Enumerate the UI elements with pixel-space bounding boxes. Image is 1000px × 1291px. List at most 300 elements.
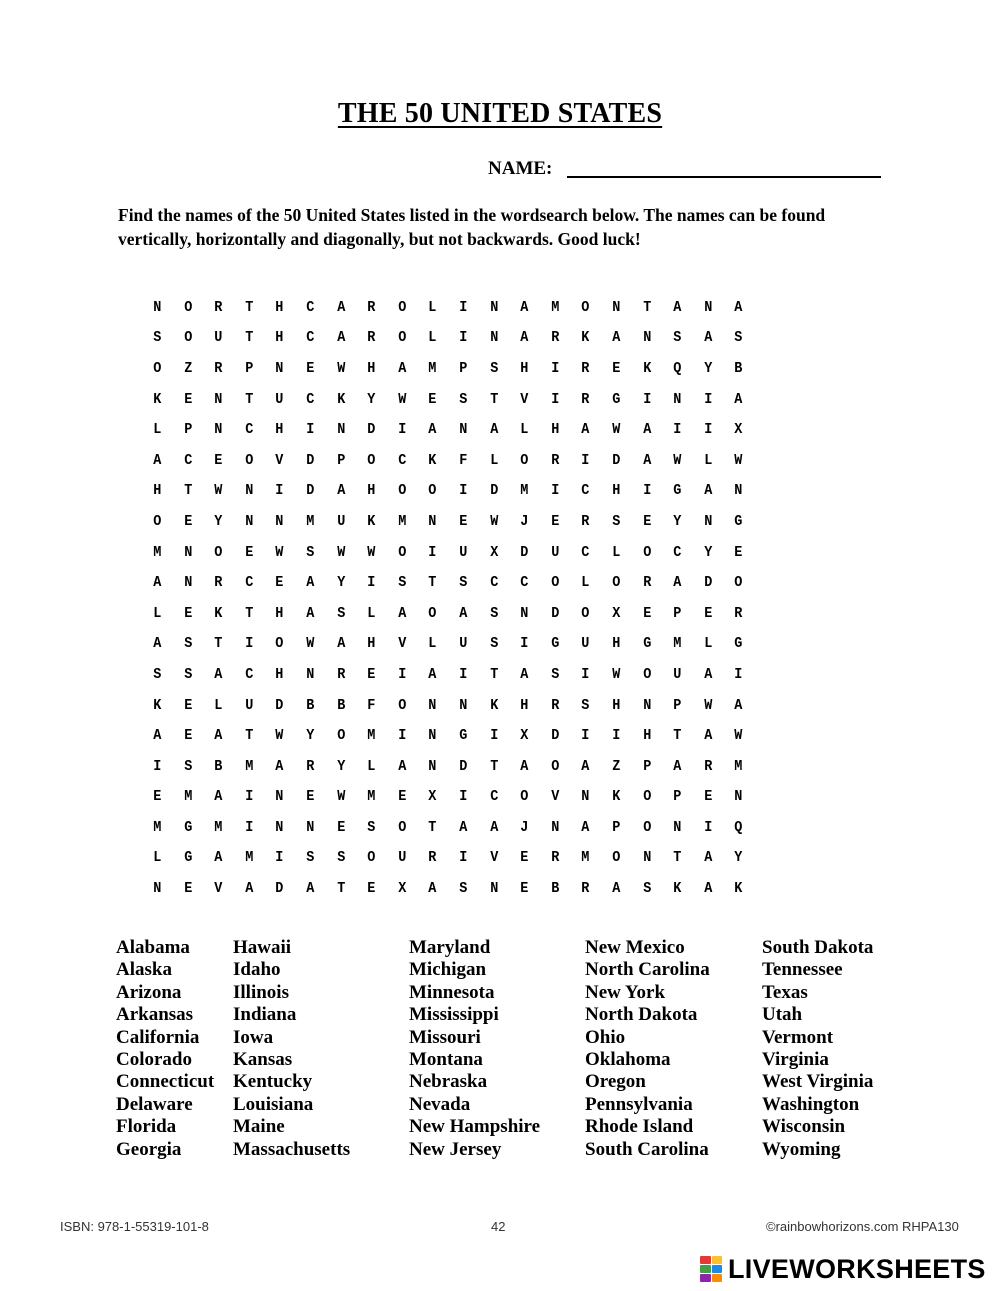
grid-letter[interactable]: P (183, 421, 192, 439)
grid-letter[interactable]: A (734, 696, 743, 714)
grid-letter[interactable]: A (489, 818, 498, 836)
grid-letter[interactable]: H (275, 421, 284, 439)
grid-letter[interactable]: A (703, 880, 713, 898)
grid-letter[interactable]: K (428, 451, 437, 469)
grid-letter[interactable]: L (153, 849, 162, 867)
grid-letter[interactable]: H (520, 696, 529, 714)
grid-letter[interactable]: N (673, 818, 682, 836)
grid-letter[interactable]: O (153, 359, 162, 377)
grid-letter[interactable]: H (153, 482, 162, 500)
grid-letter[interactable]: E (642, 604, 651, 622)
grid-letter[interactable]: R (550, 849, 560, 867)
grid-letter[interactable]: I (703, 421, 713, 439)
grid-letter[interactable]: L (703, 451, 713, 469)
grid-letter[interactable]: S (397, 574, 407, 592)
grid-letter[interactable]: L (520, 421, 529, 439)
grid-letter[interactable]: I (581, 727, 590, 745)
grid-letter[interactable]: A (153, 635, 162, 653)
grid-letter[interactable]: D (459, 757, 468, 775)
grid-letter[interactable]: I (397, 727, 407, 745)
grid-letter[interactable]: O (612, 574, 621, 592)
grid-letter[interactable]: A (581, 818, 590, 836)
grid-letter[interactable]: K (153, 696, 162, 714)
grid-letter[interactable]: O (214, 543, 223, 561)
grid-letter[interactable]: G (734, 635, 743, 653)
grid-letter[interactable]: K (367, 512, 376, 530)
grid-letter[interactable]: T (336, 880, 345, 898)
grid-letter[interactable]: C (245, 421, 254, 439)
grid-letter[interactable]: I (275, 849, 284, 867)
grid-letter[interactable]: I (245, 788, 254, 806)
grid-letter[interactable]: N (428, 696, 437, 714)
grid-letter[interactable]: V (397, 635, 407, 653)
grid-letter[interactable]: P (459, 359, 468, 377)
grid-letter[interactable]: P (612, 818, 621, 836)
grid-letter[interactable]: H (275, 298, 284, 316)
grid-letter[interactable]: H (642, 727, 651, 745)
grid-letter[interactable]: A (734, 390, 743, 408)
grid-letter[interactable]: O (581, 604, 590, 622)
grid-letter[interactable]: R (214, 359, 223, 377)
grid-letter[interactable]: A (520, 757, 529, 775)
grid-letter[interactable]: I (550, 359, 560, 377)
grid-letter[interactable]: U (336, 512, 345, 530)
grid-letter[interactable]: N (734, 788, 743, 806)
grid-letter[interactable]: R (734, 604, 743, 622)
grid-letter[interactable]: S (459, 880, 468, 898)
grid-letter[interactable]: I (459, 788, 468, 806)
grid-letter[interactable]: D (306, 482, 315, 500)
grid-letter[interactable]: E (306, 359, 315, 377)
grid-letter[interactable]: T (673, 727, 682, 745)
grid-letter[interactable]: N (275, 512, 284, 530)
grid-letter[interactable]: T (489, 390, 498, 408)
grid-letter[interactable]: R (550, 451, 560, 469)
grid-letter[interactable]: U (214, 329, 223, 347)
grid-letter[interactable]: I (734, 665, 743, 683)
grid-letter[interactable]: W (367, 543, 376, 561)
grid-letter[interactable]: N (581, 788, 590, 806)
grid-letter[interactable]: X (734, 421, 743, 439)
grid-letter[interactable]: H (367, 482, 376, 500)
grid-letter[interactable]: K (581, 329, 590, 347)
grid-letter[interactable]: I (459, 849, 468, 867)
grid-letter[interactable]: O (397, 818, 407, 836)
grid-letter[interactable]: M (520, 482, 529, 500)
grid-letter[interactable]: A (520, 329, 529, 347)
grid-letter[interactable]: O (642, 818, 651, 836)
grid-letter[interactable]: N (275, 788, 284, 806)
grid-letter[interactable]: C (489, 788, 498, 806)
grid-letter[interactable]: A (397, 604, 407, 622)
grid-letter[interactable]: Y (336, 574, 345, 592)
grid-letter[interactable]: I (459, 298, 468, 316)
grid-letter[interactable]: I (550, 482, 560, 500)
grid-letter[interactable]: D (520, 543, 529, 561)
grid-letter[interactable]: P (673, 696, 682, 714)
grid-letter[interactable]: G (642, 635, 651, 653)
grid-letter[interactable]: T (428, 574, 437, 592)
grid-letter[interactable]: A (306, 574, 315, 592)
grid-letter[interactable]: M (306, 512, 315, 530)
grid-letter[interactable]: M (581, 849, 590, 867)
grid-letter[interactable]: O (612, 849, 621, 867)
grid-letter[interactable]: A (734, 298, 743, 316)
grid-letter[interactable]: B (550, 880, 560, 898)
grid-letter[interactable]: R (214, 574, 223, 592)
grid-letter[interactable]: E (183, 512, 192, 530)
grid-letter[interactable]: N (214, 421, 223, 439)
grid-letter[interactable]: U (459, 543, 468, 561)
grid-letter[interactable]: W (306, 635, 315, 653)
grid-letter[interactable]: A (153, 574, 162, 592)
grid-letter[interactable]: M (397, 512, 407, 530)
grid-letter[interactable]: C (306, 298, 315, 316)
grid-letter[interactable]: E (734, 543, 743, 561)
grid-letter[interactable]: I (581, 665, 590, 683)
grid-letter[interactable]: I (550, 390, 560, 408)
grid-letter[interactable]: E (275, 574, 284, 592)
grid-letter[interactable]: T (245, 390, 254, 408)
grid-letter[interactable]: H (612, 696, 621, 714)
grid-letter[interactable]: K (734, 880, 743, 898)
grid-letter[interactable]: Q (673, 359, 682, 377)
grid-letter[interactable]: Y (703, 543, 713, 561)
grid-letter[interactable]: B (306, 696, 315, 714)
grid-letter[interactable]: S (153, 329, 162, 347)
grid-letter[interactable]: G (183, 849, 192, 867)
grid-letter[interactable]: W (734, 451, 743, 469)
grid-letter[interactable]: O (397, 298, 407, 316)
grid-letter[interactable]: A (673, 298, 682, 316)
grid-letter[interactable]: A (336, 329, 345, 347)
grid-letter[interactable]: D (703, 574, 713, 592)
grid-letter[interactable]: C (489, 574, 498, 592)
grid-letter[interactable]: S (183, 635, 192, 653)
grid-letter[interactable]: H (275, 604, 284, 622)
grid-letter[interactable]: W (397, 390, 407, 408)
grid-letter[interactable]: N (703, 512, 713, 530)
grid-letter[interactable]: W (336, 788, 345, 806)
grid-letter[interactable]: S (734, 329, 743, 347)
grid-letter[interactable]: M (673, 635, 682, 653)
grid-letter[interactable]: W (703, 696, 713, 714)
grid-letter[interactable]: A (642, 451, 651, 469)
grid-letter[interactable]: Y (336, 757, 345, 775)
grid-letter[interactable]: D (550, 727, 560, 745)
grid-letter[interactable]: U (397, 849, 407, 867)
grid-letter[interactable]: I (612, 727, 621, 745)
grid-letter[interactable]: P (245, 359, 254, 377)
grid-letter[interactable]: O (642, 543, 651, 561)
grid-letter[interactable]: R (550, 696, 560, 714)
grid-letter[interactable]: S (306, 543, 315, 561)
grid-letter[interactable]: K (214, 604, 223, 622)
grid-letter[interactable]: M (214, 818, 223, 836)
grid-letter[interactable]: L (153, 604, 162, 622)
grid-letter[interactable]: Y (214, 512, 223, 530)
grid-letter[interactable]: S (612, 512, 621, 530)
grid-letter[interactable]: N (183, 574, 192, 592)
grid-letter[interactable]: W (275, 727, 284, 745)
grid-letter[interactable]: E (520, 880, 529, 898)
grid-letter[interactable]: B (336, 696, 345, 714)
grid-letter[interactable]: P (642, 757, 651, 775)
grid-letter[interactable]: X (397, 880, 407, 898)
grid-letter[interactable]: O (397, 482, 407, 500)
grid-letter[interactable]: N (306, 665, 315, 683)
grid-letter[interactable]: D (275, 880, 284, 898)
grid-letter[interactable]: M (245, 757, 254, 775)
grid-letter[interactable]: A (703, 665, 713, 683)
grid-letter[interactable]: A (703, 482, 713, 500)
grid-letter[interactable]: Z (183, 359, 192, 377)
grid-letter[interactable]: M (245, 849, 254, 867)
grid-letter[interactable]: O (550, 757, 560, 775)
grid-letter[interactable]: O (183, 329, 192, 347)
grid-letter[interactable]: S (183, 665, 192, 683)
grid-letter[interactable]: K (642, 359, 651, 377)
grid-letter[interactable]: I (642, 390, 651, 408)
grid-letter[interactable]: E (306, 788, 315, 806)
grid-letter[interactable]: O (245, 451, 254, 469)
grid-letter[interactable]: C (183, 451, 192, 469)
grid-letter[interactable]: N (642, 696, 651, 714)
grid-letter[interactable]: I (581, 451, 590, 469)
grid-letter[interactable]: E (703, 788, 713, 806)
grid-letter[interactable]: C (581, 543, 590, 561)
grid-letter[interactable]: I (428, 543, 437, 561)
grid-letter[interactable]: O (734, 574, 743, 592)
grid-letter[interactable]: C (245, 665, 254, 683)
grid-letter[interactable]: A (489, 421, 498, 439)
grid-letter[interactable]: R (336, 665, 345, 683)
grid-letter[interactable]: A (642, 421, 651, 439)
grid-letter[interactable]: Y (703, 359, 713, 377)
grid-letter[interactable]: A (153, 727, 162, 745)
grid-letter[interactable]: A (428, 880, 437, 898)
grid-letter[interactable]: E (459, 512, 468, 530)
grid-letter[interactable]: S (336, 604, 345, 622)
grid-letter[interactable]: H (612, 482, 621, 500)
grid-letter[interactable]: C (520, 574, 529, 592)
grid-letter[interactable]: H (550, 421, 560, 439)
grid-letter[interactable]: S (642, 880, 651, 898)
grid-letter[interactable]: S (336, 849, 345, 867)
grid-letter[interactable]: A (336, 298, 345, 316)
grid-letter[interactable]: O (153, 512, 162, 530)
grid-letter[interactable]: R (581, 512, 590, 530)
grid-letter[interactable]: H (612, 635, 621, 653)
grid-letter[interactable]: Z (612, 757, 621, 775)
grid-letter[interactable]: N (703, 298, 713, 316)
grid-letter[interactable]: A (336, 635, 345, 653)
grid-letter[interactable]: A (428, 421, 437, 439)
grid-letter[interactable]: W (275, 543, 284, 561)
grid-letter[interactable]: S (489, 604, 498, 622)
grid-letter[interactable]: I (703, 818, 713, 836)
grid-letter[interactable]: O (275, 635, 284, 653)
grid-letter[interactable]: D (275, 696, 284, 714)
grid-letter[interactable]: X (428, 788, 437, 806)
grid-letter[interactable]: C (673, 543, 682, 561)
grid-letter[interactable]: B (214, 757, 223, 775)
grid-letter[interactable]: P (336, 451, 345, 469)
grid-letter[interactable]: A (428, 665, 437, 683)
grid-letter[interactable]: F (367, 696, 376, 714)
grid-letter[interactable]: M (550, 298, 560, 316)
grid-letter[interactable]: N (642, 849, 651, 867)
grid-letter[interactable]: I (489, 727, 498, 745)
grid-letter[interactable]: M (734, 757, 743, 775)
grid-letter[interactable]: G (459, 727, 468, 745)
grid-letter[interactable]: R (367, 298, 376, 316)
grid-letter[interactable]: N (459, 696, 468, 714)
grid-letter[interactable]: S (183, 757, 192, 775)
grid-letter[interactable]: A (581, 421, 590, 439)
grid-letter[interactable]: N (153, 298, 162, 316)
grid-letter[interactable]: N (214, 390, 223, 408)
grid-letter[interactable]: I (703, 390, 713, 408)
grid-letter[interactable]: E (183, 696, 192, 714)
grid-letter[interactable]: V (550, 788, 560, 806)
grid-letter[interactable]: X (489, 543, 498, 561)
grid-letter[interactable]: R (428, 849, 437, 867)
grid-letter[interactable]: L (367, 757, 376, 775)
grid-letter[interactable]: N (306, 818, 315, 836)
grid-letter[interactable]: N (489, 880, 498, 898)
grid-letter[interactable]: S (367, 818, 376, 836)
grid-letter[interactable]: I (245, 818, 254, 836)
grid-letter[interactable]: A (306, 880, 315, 898)
grid-letter[interactable]: N (245, 482, 254, 500)
grid-letter[interactable]: S (489, 635, 498, 653)
grid-letter[interactable]: A (245, 880, 254, 898)
grid-letter[interactable]: A (612, 880, 621, 898)
grid-letter[interactable]: E (550, 512, 560, 530)
grid-letter[interactable]: W (336, 359, 345, 377)
grid-letter[interactable]: A (581, 757, 590, 775)
grid-letter[interactable]: A (459, 818, 468, 836)
grid-letter[interactable]: M (153, 818, 162, 836)
grid-letter[interactable]: L (428, 635, 437, 653)
grid-letter[interactable]: S (489, 359, 498, 377)
grid-letter[interactable]: I (459, 482, 468, 500)
grid-letter[interactable]: I (306, 421, 315, 439)
grid-letter[interactable]: T (673, 849, 682, 867)
grid-letter[interactable]: T (489, 665, 498, 683)
grid-letter[interactable]: O (397, 543, 407, 561)
grid-letter[interactable]: S (306, 849, 315, 867)
grid-letter[interactable]: M (428, 359, 437, 377)
grid-letter[interactable]: L (489, 451, 498, 469)
grid-letter[interactable]: W (612, 421, 621, 439)
grid-letter[interactable]: A (703, 329, 713, 347)
liveworksheets-brand[interactable] (700, 1254, 986, 1284)
grid-letter[interactable]: C (245, 574, 254, 592)
grid-letter[interactable]: A (673, 757, 682, 775)
grid-letter[interactable]: E (520, 849, 529, 867)
grid-letter[interactable]: G (734, 512, 743, 530)
grid-letter[interactable]: N (275, 818, 284, 836)
grid-letter[interactable]: S (459, 574, 468, 592)
grid-letter[interactable]: F (459, 451, 468, 469)
grid-letter[interactable]: N (336, 421, 345, 439)
grid-letter[interactable]: L (612, 543, 621, 561)
grid-letter[interactable]: E (183, 880, 192, 898)
grid-letter[interactable]: U (673, 665, 682, 683)
grid-letter[interactable]: I (459, 329, 468, 347)
grid-letter[interactable]: N (520, 604, 529, 622)
grid-letter[interactable]: O (428, 482, 437, 500)
grid-letter[interactable]: G (673, 482, 682, 500)
grid-letter[interactable]: T (245, 329, 254, 347)
grid-letter[interactable]: W (489, 512, 498, 530)
grid-letter[interactable]: I (397, 665, 407, 683)
grid-letter[interactable]: O (581, 298, 590, 316)
grid-letter[interactable]: L (214, 696, 223, 714)
grid-letter[interactable]: E (214, 451, 223, 469)
grid-letter[interactable]: A (459, 604, 468, 622)
grid-letter[interactable]: H (367, 635, 376, 653)
grid-letter[interactable]: N (153, 880, 162, 898)
grid-letter[interactable]: P (673, 604, 682, 622)
grid-letter[interactable]: A (397, 359, 407, 377)
grid-letter[interactable]: N (459, 421, 468, 439)
grid-letter[interactable]: Y (367, 390, 376, 408)
grid-letter[interactable]: O (642, 788, 651, 806)
grid-letter[interactable]: L (428, 329, 437, 347)
grid-letter[interactable]: N (275, 359, 284, 377)
grid-letter[interactable]: M (183, 788, 192, 806)
grid-letter[interactable]: D (550, 604, 560, 622)
grid-letter[interactable]: A (275, 757, 284, 775)
word-search-grid[interactable] (142, 292, 754, 904)
grid-letter[interactable]: W (336, 543, 345, 561)
grid-letter[interactable]: R (306, 757, 315, 775)
grid-letter[interactable]: L (428, 298, 437, 316)
grid-letter[interactable]: W (673, 451, 682, 469)
grid-letter[interactable]: I (245, 635, 254, 653)
grid-letter[interactable]: A (306, 604, 315, 622)
grid-letter[interactable]: A (397, 757, 407, 775)
grid-letter[interactable]: A (673, 574, 682, 592)
grid-letter[interactable]: R (550, 329, 560, 347)
grid-letter[interactable]: J (520, 512, 529, 530)
grid-letter[interactable]: I (459, 665, 468, 683)
grid-letter[interactable]: J (520, 818, 529, 836)
grid-letter[interactable]: K (489, 696, 498, 714)
grid-letter[interactable]: E (183, 727, 192, 745)
grid-letter[interactable]: R (581, 359, 590, 377)
grid-letter[interactable]: T (245, 604, 254, 622)
grid-letter[interactable]: O (367, 849, 376, 867)
grid-letter[interactable]: L (367, 604, 376, 622)
grid-letter[interactable]: A (214, 665, 223, 683)
grid-letter[interactable]: H (367, 359, 376, 377)
grid-letter[interactable]: A (153, 451, 162, 469)
grid-letter[interactable]: O (428, 604, 437, 622)
grid-letter[interactable]: M (153, 543, 162, 561)
grid-letter[interactable]: N (183, 543, 192, 561)
grid-letter[interactable]: T (183, 482, 192, 500)
grid-letter[interactable]: N (428, 757, 437, 775)
grid-letter[interactable]: Y (306, 727, 315, 745)
grid-letter[interactable]: N (612, 298, 621, 316)
grid-letter[interactable]: W (734, 727, 743, 745)
name-field-line[interactable] (567, 176, 881, 178)
grid-letter[interactable]: A (214, 727, 223, 745)
